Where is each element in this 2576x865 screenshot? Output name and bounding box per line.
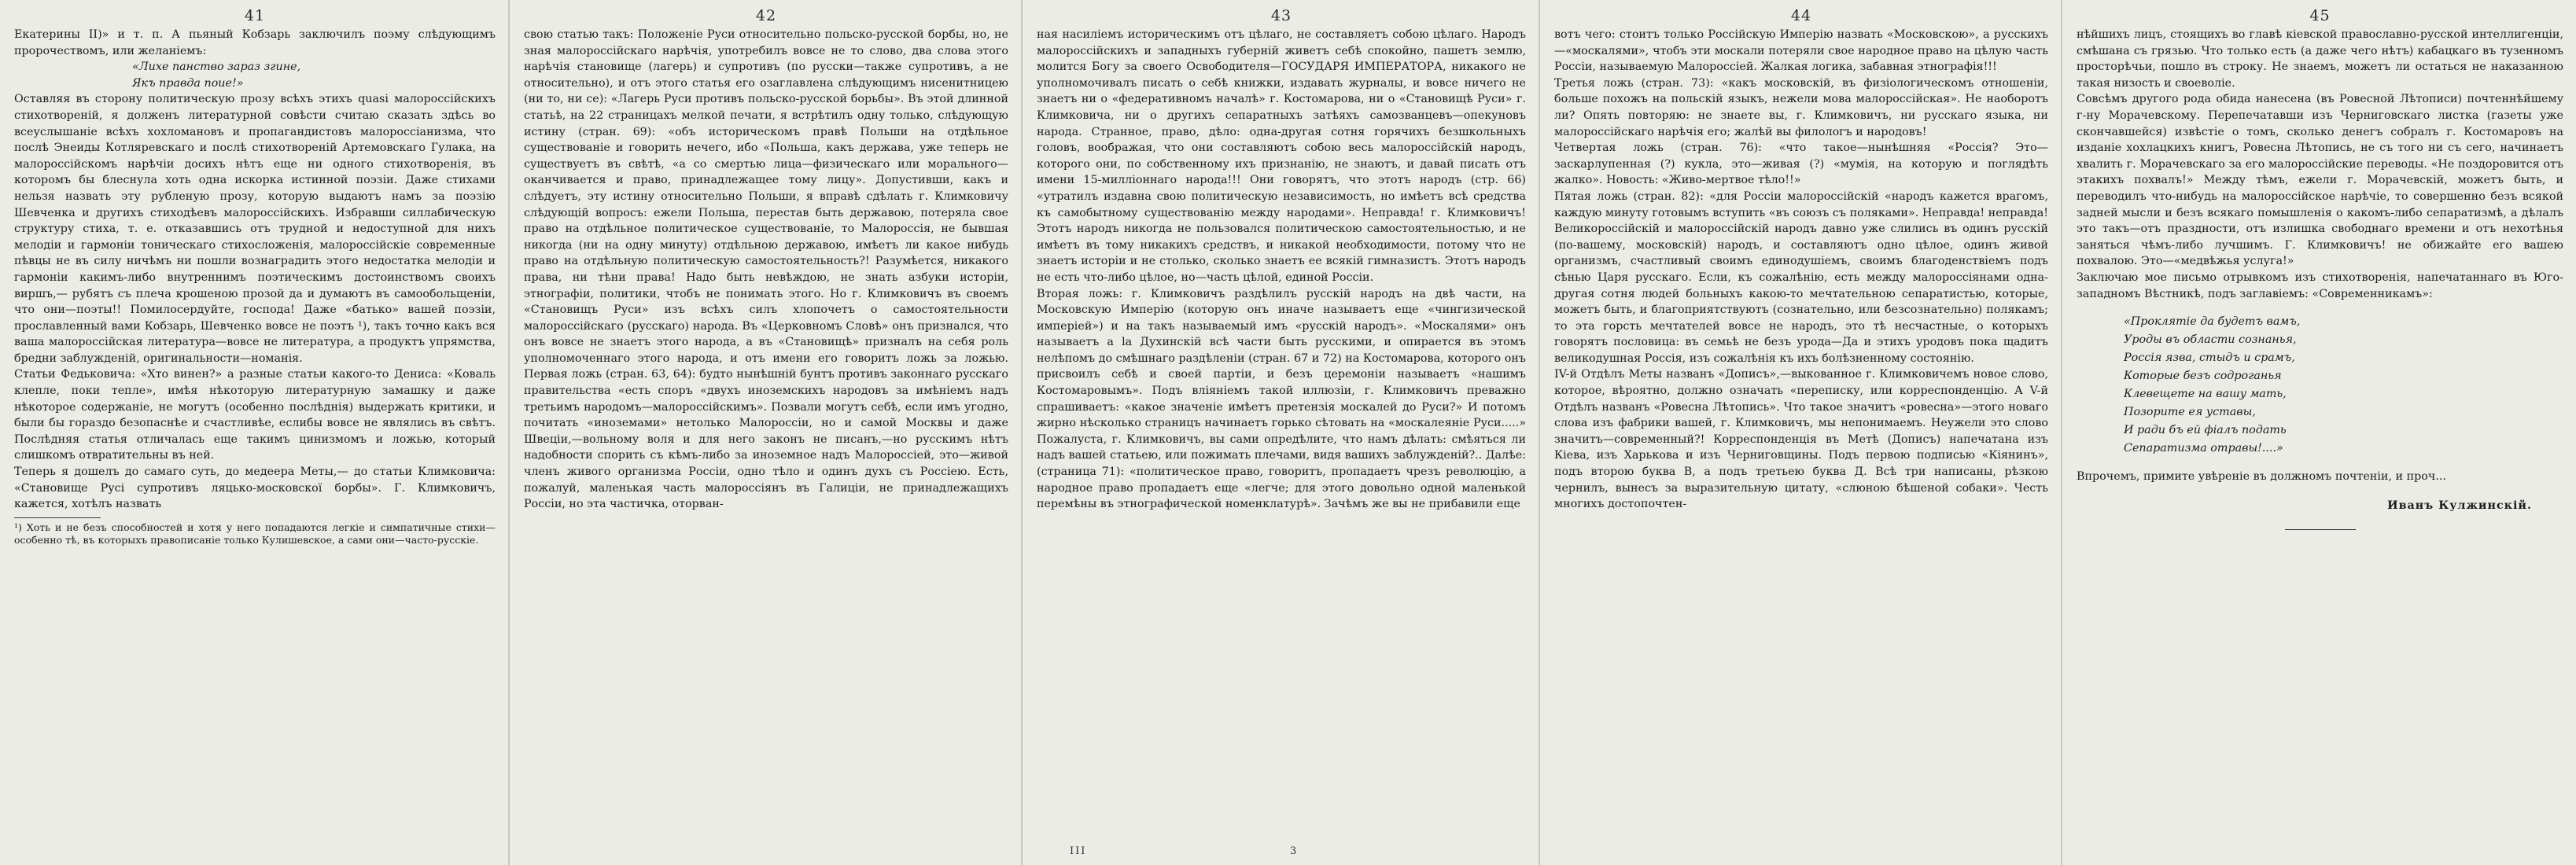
verse-quote <box>14 59 496 91</box>
page-number: 45 <box>2309 7 2331 24</box>
page-number: 44 <box>1790 7 1812 24</box>
page-number: 41 <box>244 7 266 24</box>
paragraph: Вторая ложь: г. Климковичъ раздѣлилъ русскій народъ на двѣ части, на Московскую Имперію (которую онъ иначе называетъ еще «чингизической имперіей») и на такъ называемый имъ «русскій народъ». «Москалями» онъ называетъ а la Духинскій всѣ части быть русскими, и опирается въ этомъ нелѣпомъ до смѣшнаго раздѣленіи (стран. 67 и 72) на Костомарова, которого онъ присвоилъ себѣ и своей партіи, и безъ церемоніи называетъ «нашимъ Костомаровымъ». Подъ вліяніемъ такой иллюзіи, г. Климковичъ преважно спрашиваетъ: «какое значеніе имѣетъ претензія москалей до Руси?» И потомъ жирно нѣсколько страницъ начинаетъ горько сѣтовать на «москалеяніе Руси.....» Пожалуста, г. Климковичъ, вы сами опредѣлите, что намъ дѣлать: смѣяться ли надъ вашей статьею, или пожимать плечами, видя вашихъ заблужденій?.. Далѣе: (страница 71): «политическое право, говоритъ, пропадаетъ чрезъ революцію, а народное право пропадаетъ еще «легче; для этого довольно одной маленькой перемѣны въ этнографической номенклатурѣ». Зачѣмъ же вы не прибавили еще <box>1037 287 1526 511</box>
signature-mark: III <box>1070 845 1087 858</box>
paragraph: Совсѣмъ другого рода обида нанесена (въ Ровесной Лѣтописи) почтеннѣйшему г-ну Морачевскому. Перепечатавши изъ Черниговскаго листка (газеты уже скончавшейся) извѣстіе о томъ, сколько денегъ собралъ г. Костомаровъ на изданіе хохлацкихъ книгъ, Ровесна Лѣтопись, не съ того ни съ сего, начинаетъ хвалить г. Морачевскаго за его малороссійские переводы. «Не поздоровится отъ этакихъ похвалъ!» Между тѣмъ, ежели г. Морачевскій, можетъ быть, и переводилъ что-нибудь на малороссійское нарѣчіе, то совершенно безъ всякой задней мысли и безъ всякаго помышленія о какомъ-либо сепаратизмѣ, а дѣлалъ это такъ—отъ праздности, отъ излишка свободнаго времени и отъ нехотѣнья заняться чѣмъ-либо лучшимъ. Г. Климковичъ! не обижайте его вашею похвалою. Это—«медвѣжья услуга!» <box>2077 93 2563 268</box>
page-41 <box>0 0 508 865</box>
verse-line: Якъ правда поие!» <box>132 76 244 90</box>
poem-line: Клевещете на вашу мать, <box>2124 388 2287 401</box>
page-body <box>524 27 1008 513</box>
poem-line: Сепаратизма отравы!....» <box>2124 442 2283 455</box>
paragraph: Пятая ложь (стран. 82): «для Россіи малороссійскій «народъ кажется врагомъ, каждую минуту готовымъ вступить «въ союзъ съ поляками». Неправда! неправда! Великороссійскій и малороссійскій народъ давно уже слились въ одинъ русскій (по-вашему, московскій) народъ, и составляютъ одно цѣлое, одинъ живой организмъ, счастливый своимъ единодушіемъ, своимъ благоденствіемъ подъ сѣнью Царя русскаго. Если, къ сожалѣнію, есть между малороссіянами одна-другая сотня людей больныхъ какою-то мечтательною сепаратистью, которые, можетъ быть, и благоприятствуютъ (сознательно, или безсознательно) полякамъ; то эта горсть мечтателей вовсе не народъ, это тѣ несчастные, о которыхъ говорятъ пословица: въ семьѣ не безъ урода—Да и этихъ уродовъ пока щадитъ великодушная Россія, изъ сожалѣнія къ ихъ болѣзненному состоянію. <box>1554 190 2048 365</box>
poem-line: Уроды въ области сознанья, <box>2124 333 2297 347</box>
paragraph: Четвертая ложь (стран. 76): «что такое—нынѣшняя «Россія? Это—заскарлупенная (?) кукла, это—живая (?) «мумія, на которую и поглядѣть жалко». Новость: «Живо-мертвое тѣло!!» <box>1554 142 2048 187</box>
page-body <box>1554 27 2048 513</box>
poem-line: Россія язва, стыдъ и срамъ, <box>2124 352 2295 365</box>
footnote: ¹) Хоть и не безъ способностей и хотя у него попадаются легкіе и симпатичные стихи—особенно тѣ, въ которыхъ правописаніе только Кулишевское, а сами они—часто-русскіе. <box>14 521 496 546</box>
poem <box>2077 313 2563 458</box>
poem-line: Которые безъ содроганья <box>2124 370 2282 383</box>
paragraph: Третья ложь (стран. 73): «какъ московскій, въ физіологическомъ отношеніи, больше похожъ на польскій языкъ, нежели мова малороссійская». Не наоборотъ ли? Опять повторяю: не знаете вы, г. Климковичъ, ни русскаго языка, ни малороссійскаго нарѣчія его; жалѣй вы филологъ и народовъ! <box>1554 76 2048 138</box>
verse-line: «Лихе панство зараз згине, <box>132 61 301 74</box>
paragraph: Заключаю мое письмо отрывкомъ изъ стихотворенія, напечатаннаго въ Юго-западномъ Вѣстникѣ, подъ заглавіемъ: «Современникамъ»: <box>2077 271 2563 300</box>
page-44 <box>1540 0 2061 865</box>
paragraph: нѣйшихъ лицъ, стоящихъ во главѣ кіевской православно-русской интеллигенціи, смѣшана съ грязью. Что только есть (а даже чего нѣтъ) кабацкаго въ тузенномъ просторѣчьи, пошло въ строку. Не знаемъ, можетъ ли остаться не наказанною такая низость и своеволіе. <box>2077 28 2563 90</box>
paragraph: Статьи Федьковича: «Хто винен?» а разные статьи какого-то Дениса: «Коваль клепле, поки тепле», имѣя нѣкоторую литературную замашку и даже нѣкоторое содержаніе, не могутъ (особенно послѣднія) выдержать критики, и были бы гораздо безопаснѣе и счастливѣе, еслибы вовсе не являлись въ свѣтъ. Послѣдняя статья отличалась еще такимъ цинизмомъ и ложью, который слишкомъ отвратительны въ ней. <box>14 368 496 462</box>
poem-line: И ради бъ ей фіалъ подать <box>2124 424 2287 437</box>
page-42 <box>510 0 1021 865</box>
page-number: 43 <box>1270 7 1292 24</box>
paragraph: IV-й Отдѣлъ Меты названъ «Дописъ»,—выкованное г. Климковичемъ новое слово, которое, вѣроятно, должно означать «переписку, или корреспонденцію. А V-й Отдѣлъ названъ «Ровесна Лѣтопись». Что такое значитъ «ровесна»—этого новаго слова изъ фабрики вашей, г. Климковичъ, мы непонимаемъ. Неужели это слово значитъ—современный?! Корреспонденція въ Метѣ (Дописъ) напечатана изъ Кіева, изъ Харькова и изъ Черниговщины. Подъ первою подписью «Кіянинъ», подъ второю буква В, а подъ третьею буква Д. Всѣ три написаны, рѣзкою чернилъ, вынесъ за выразительную цитату, «слюною бѣшеной собаки». Честь многихъ достопочтен- <box>1554 368 2048 511</box>
page-45 <box>2062 0 2576 865</box>
signature-mark: 3 <box>1290 845 1299 858</box>
page-body <box>14 27 496 547</box>
footnote-rule <box>14 517 101 518</box>
end-rule <box>2285 529 2356 530</box>
page-43 <box>1023 0 1539 865</box>
paragraph: Теперь я дошелъ до самаго суть, до медеера Меты,— до статьи Климковича: «Становище Русі супротивъ ляцько-московскої борбы». Г. Климковичъ, кажется, хотѣлъ назвать <box>14 466 496 511</box>
page-body <box>1037 27 1526 513</box>
paragraph: Оставляя въ сторону политическую прозу всѣхъ этихъ quasi малороссійскихъ стихотвореній, я долженъ литературной совѣсти считаю сказать здѣсь во всеуслышаніе всѣхъ хохломановъ и пропагандистовъ малороссіанизма, что послѣ Энеиды Котляревскаго и послѣ стихотвореній Артемовскаго Гулака, на малороссійскомъ нарѣчіи досихъ нѣтъ еще ни одного стихотворенія, въ которомъ бы блеснула хоть одна искорка истинной поэзіи. Даже стихами нельзя назвать эту рубленую прозу, которую выдаютъ намъ за поэзію Шевченка и другихъ стиходѣевъ малороссійскихъ. Избравши силлабическую структуру стиха, т. е. отказавшись отъ трудной и недоступной для нихъ мелодіи и гармоніи тоническаго стихосложенія, малороссійскіе современные пѣвцы не въ силу ничѣмъ ни пошли вознаградить этого недостатка мелодіи и гармоніи какимъ-либо внутреннимъ поэтическимъ достоинствомъ своихъ виршъ,— рубятъ съ плеча крошеною прозой да и думаютъ въ самообольщеніи, что они—поэты!! Помилосердуйте, господа! Даже «батько» вашей поэзіи, прославленный вами Кобзарь, Шевченко вовсе не поэтъ ¹), такъ точно какъ вся ваша малороссійская литература—вовсе не литература, а продуктъ упрямства, бредни заблужденій, оригинальности—номанія. <box>14 93 496 365</box>
poem-line: «Проклятіе да будетъ вамъ, <box>2124 315 2301 329</box>
page-number: 42 <box>755 7 777 24</box>
page-body <box>2077 27 2563 530</box>
paragraph: Екатерины II)» и т. п. А пьяный Кобзарь заключилъ поэму слѣдующимъ пророчествомъ, или желаніемъ: <box>14 28 496 57</box>
paragraph: ная насиліемъ историческимъ отъ цѣлаго, не составляетъ собою цѣлаго. Народъ малороссійскихъ и западныхъ губерній живетъ себѣ спокойно, пашетъ землю, молится Богу за своего Освободителя—ГОСУДАРЯ ИМПЕРАТОРА, никакого не уполномочивалъ писать о себѣ книжки, издавать журналы, и вовсе ничего не знаетъ ни о «федеративномъ началѣ» г. Костомарова, ни о «Становищѣ Руси» г. Климковича, ни о другихъ сепаратныхъ затѣяхъ самозванцевъ—опекуновъ народа. Странное, право, дѣло: одна-другая сотня горячихъ безшкольныхъ головъ, воображая, что они составляютъ собою весь малороссійскій народъ, которого они, по собственному ихъ признанію, не знаютъ, и давай писать отъ имени 15-милліоннаго народа!!! Они говорятъ, что этотъ народъ (стр. 66) «утратилъ издавна свою политическую независимость, но имѣетъ всѣ средства къ самобытному существованію между народами». Неправда! г. Климковичъ! Этотъ народъ никогда не пользовался политическою самостоятельностью, и не имѣетъ въ тому никакихъ средствъ, и никакой необходимости, потому что не знаетъ исторіи и не столько, сколько знаетъ ее всякій гимназистъ. Этотъ народъ не есть что-либо цѣлое, но—часть цѣлой, единой Россіи. <box>1037 28 1526 284</box>
paragraph: свою статью такъ: Положеніе Руси относительно польско-русской борбы, но, не зная малороссійскаго нарѣчія, употребилъ вовсе не то слово, два слова этого нарѣчія становище (лагерь) и супротивъ (по русски—также супротивъ, а не относительно), и отъ этого статья его озаглавлена слѣдующимъ нисенитницею (ни то, ни се): «Лагерь Руси противъ польско-русской борьбы». Въ этой длинной статьѣ, на 22 страницахъ мелкой печати, я встрѣтилъ одну только, слѣдующую истину (стран. 69): «объ историческомъ правѣ Польши на отдѣльное существованіе и говорить нечего, ибо «Польша, какъ держава, уже теперь не существуетъ въ свѣтѣ, «а со смертью лица—физическаго или морального—оканчивается и право, принадлежащее тому лицу». Допустивши, какъ и слѣдуетъ, эту истину относительно Польши, я вправѣ сдѣлать г. Климковичу слѣдующій вопросъ: ежели Польша, перестав быть державою, потеряла свое право на отдѣльное политическое существованіе, то Малороссія, не бывшая никогда (ни на одну минуту) отдѣльною державою, имѣетъ ли какое нибудь право на отдѣльную политическую самостоятельность?! Разумѣется, никакого права, ни тѣни права! Надо быть невѣждою, не знать азбуки исторіи, этнографіи, политики, чтобъ не понимать этого. Но г. Климковичъ въ своемъ «Становищъ Руси» изъ всѣхъ силъ хлопочетъ о самостоятельности малороссійскаго (русскаго) народа. Въ «Церковномъ Словѣ» онъ признался, что онъ вовсе не знаетъ этого народа, а въ «Становищѣ» призналъ на себя роль уполномоченнаго этого народа, и отъ имени его говоритъ ложь за ложью. Первая ложь (стран. 63, 64): будто нынѣшній бунтъ противъ законнаго русскаго правительства «есть споръ «двухъ иноземскихъ народовъ за имѣніемъ надъ третьимъ народомъ—малороссійскимъ». Позвали могутъ себѣ, если имъ угодно, почитать «иноземами» нетолько Малороссіи, но и самой Москвы и даже Швеціи,—вольному воля и для него законъ не писанъ,—но русскимъ нѣтъ надобности спорить съ кѣмъ-либо за иноземное надъ Малороссіей, это—живой членъ живого организма Россіи, одно тѣло и одинъ духъ съ Россіею. Есть, пожалуй, маленькая часть малороссіянъ въ Галиціи, не принадлежащихъ Россіи, но эта частичка, оторван- <box>524 28 1008 511</box>
author-signature: Иванъ Кулжинскій. <box>2387 499 2532 512</box>
paragraph: Впрочемъ, примите увѣреніе въ должномъ почтеніи, и проч... <box>2077 470 2446 484</box>
paragraph: вотъ чего: стоитъ только Россійскую Имперію назвать «Московскою», а русскихъ—«москалями», чтобъ эти москали потеряли свое народное право на цѣлую часть Россіи, называемую Малороссіей. Жалкая логика, забавная этнографія!!! <box>1554 28 2048 74</box>
poem-line: Позорите ея уставы, <box>2124 406 2256 419</box>
